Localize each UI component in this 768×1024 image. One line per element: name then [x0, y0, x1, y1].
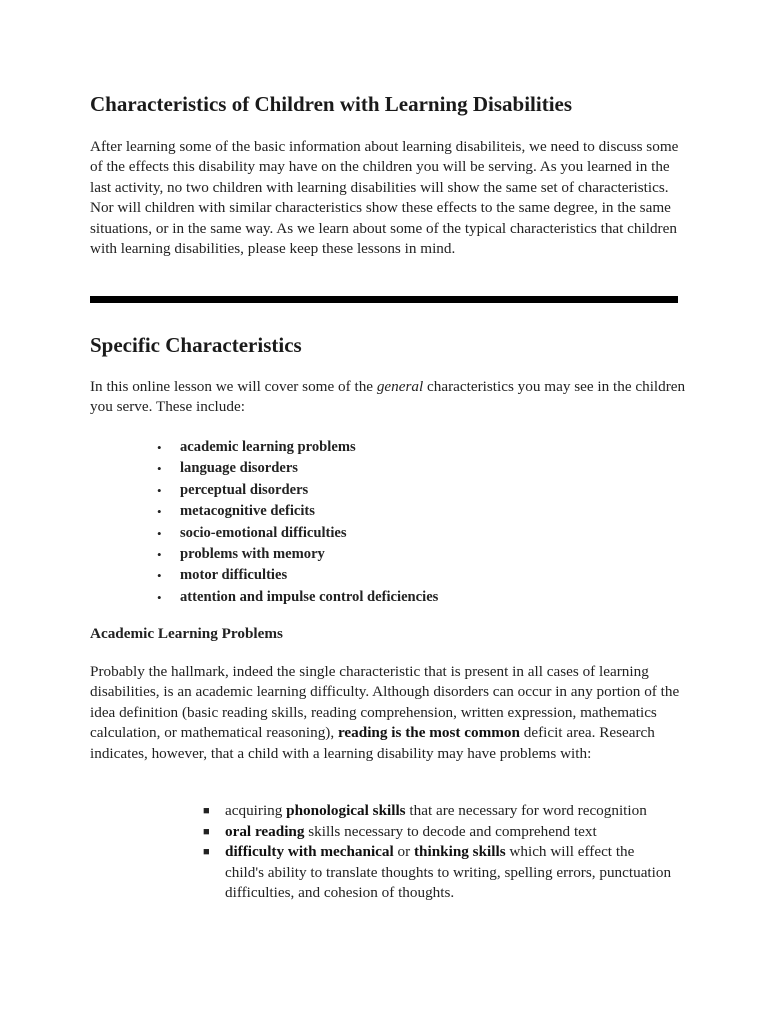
lead-text-end: characteristics you may see in the children you serve. These include:: [90, 378, 686, 416]
bullet-icon: •: [157, 461, 162, 477]
square-bullet-icon: ■: [203, 825, 210, 838]
academic-paragraph: Probably the hallmark, indeed the single characteristic that is present in all cases of learning disabilities, is an academic learning difficulty. Although disorders can occur in any portion of the idea definition (basic reading skills, reading comprehension, written expression, mathematics calculation, or mathematical reasoning), reading is the most common deficit area. Research indicates, however, that a child with a learning disability may have problems with:: [90, 663, 680, 762]
list-item: • metacognitive deficits: [157, 501, 438, 522]
intro-paragraph: After learning some of the basic information about learning disabiliteis, we need to discuss some of the effects this disability may have on the children you will be serving. As you learned in the last activity, no two children with learning disabilities will show the same set of characteristics. Nor will children with similar characteristics show these effects to the same degree, in the same situations, or in the same way. As we learn about some of the typical characteristics that children with learning disabilities, please keep these lessons in mind.: [90, 138, 679, 258]
characteristics-list: [157, 437, 438, 608]
academic-learning-heading: Academic Learning Problems: [90, 625, 283, 642]
list-item: ■ difficulty with mechanical or thinking skills which will effect the child's ability to translate thoughts to writing, spelling errors, punctuation difficulties, and cohesion of thoughts.: [203, 843, 672, 902]
bullet-icon: •: [157, 482, 162, 498]
list-item: • language disorders: [157, 458, 438, 479]
list-item: • academic learning problems: [157, 437, 438, 458]
bullet-icon: •: [157, 504, 162, 520]
lead-text: In this online lesson we will cover some of the: [90, 378, 377, 395]
bullet-icon: •: [157, 547, 162, 563]
specific-characteristics-heading: Specific Characteristics: [90, 333, 302, 357]
page-title: Characteristics of Children with Learning Disabilities: [90, 92, 573, 116]
square-bullet-icon: ■: [203, 846, 210, 859]
list-item: • perceptual disorders: [157, 480, 438, 501]
section-divider: [90, 296, 678, 303]
problems-list: [203, 801, 673, 904]
emphasis-reading: reading is the most common: [337, 724, 520, 742]
list-item: • socio-emotional difficulties: [157, 523, 438, 544]
list-item: • motor difficulties: [157, 565, 438, 586]
specific-lead-paragraph: [90, 377, 690, 418]
bullet-icon: •: [157, 440, 162, 455]
bullet-icon: •: [157, 568, 162, 584]
bullet-icon: •: [157, 589, 162, 605]
square-bullet-icon: ■: [203, 805, 210, 817]
lead-emphasis: general: [376, 378, 424, 395]
bullet-icon: •: [157, 525, 162, 541]
list-item: ■ acquiring phonological skills that are necessary for word recognition: [203, 801, 673, 822]
list-item: ■ oral reading skills necessary to decode and comprehend text: [203, 822, 673, 843]
list-item: • problems with memory: [157, 544, 438, 565]
list-item: • attention and impulse control deficiencies: [157, 587, 438, 608]
